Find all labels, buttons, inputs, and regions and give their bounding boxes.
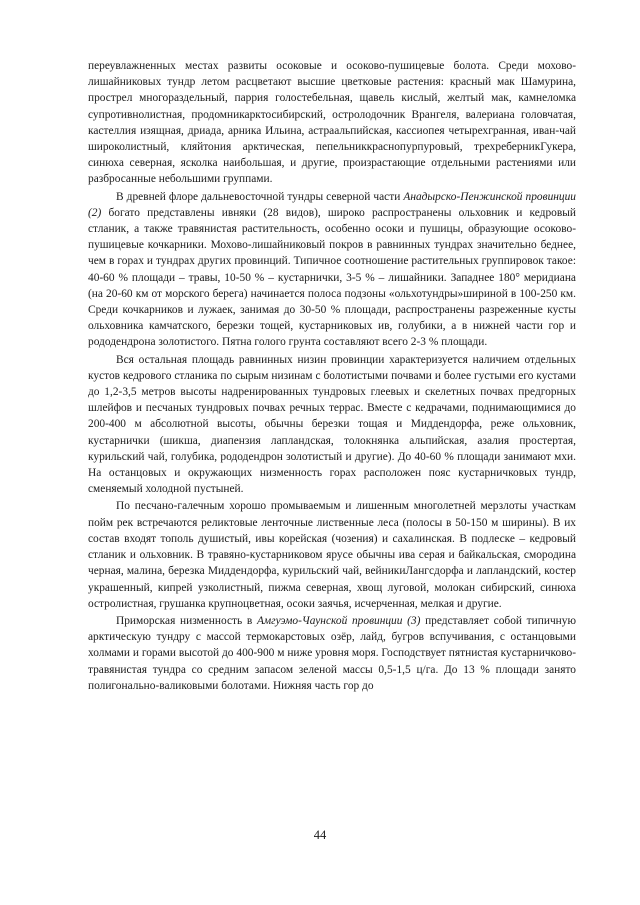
page-number: 44 (313, 828, 327, 842)
paragraph-3 (88, 352, 576, 498)
paragraph-text: богато представлены ивняки (28 видов), широко распространены ольховник и кедровый стланик, а также травянистая растительность, особенно осоки и пушицы, образующие осоково-пушицевые кочкарники. Мохово-лишайниковый покров в равнинных тундрах значительно беднее, чем в горах и тундрах других провинций. Типичное соотношение растительных группировок такое: 40-60 % площади – травы, 10-50 % – кустарнички, 3-5 % – лишайники. Западнее 180° меридиана (на 20-60 км от морского берега) начинается полоса подзоны «ольхотундры»шириной в 100-250 км. Среди кочкарников и лужаек, занимая до 30-50 % площади, распространены разреженные кусты ольховника камчатского, березки тощей, кустарниковых ив, голубики, а в нижней части гор и рододендрона золотистого. Пятна голого грунта составляют всего 2-3 % площади. (88, 206, 576, 349)
paragraph-text: переувлажненных местах развиты осоковые и осоково-пушицевые болота. Среди мохово-лишайниковых тундр летом расцветают высшие цветковые растения: красный мак Шамурина, прострел многораздельный, паррия голостебельная, щавель кислый, желтый мак, камнеломка супротивнолистная, продомникарктосибирский, остролодочник Врангеля, валериана головчатая, кастеллия изящная, дриада, арника Ильина, астраальпийская, кассиопея четырехгранная, иван-чай широколистный, кляйтония арктическая, пепельниккраснопурпуровый, трехреберникГукера, синюха северная, ясколка наибольшая, и другие, произрастающие отдельными растениями или разбросанные небольшими группами. (88, 60, 576, 186)
paragraph-4 (88, 498, 576, 611)
paragraph-text: В древней флоре дальневосточной тундры северной части (116, 190, 404, 203)
province-name-italic: Амгуэмо-Чаунской провинции (3) (256, 614, 421, 627)
province-name-italic: Анадырско-Пенжинской провинции (2) (88, 190, 576, 219)
paragraph-text: Приморская низменность в (116, 614, 257, 627)
paragraph-text: Вся остальная площадь равнинных низин провинции характеризуется наличием отдельных кустов кедрового стланика по сырым низинам с болотистыми почвами и более густыми его кустами до 1,2-3,5 метров высоты надренированных тундровых глеевых и скелетных почвах предгорных шлейфов и песчаных тундровых почвах речных террас. Вместе с кедрачами, поднимающимися до 200-400 м абсолютной высоты, обычны березки тощая и Миддендорфа, реже ольховник, кустарнички (шикша, диапензия лапландская, толокнянка альпийская, азалия простертая, курильский чай, голубика, рододендрон золотистый и другие). До 40-60 % площади занимают мхи. На останцовых и окружающих низменность горах расположен пояс кустарничковых тундр, сменяемый холодной пустыней. (88, 353, 576, 496)
document-body (88, 58, 576, 694)
paragraph-text: По песчано-галечным хорошо промываемым и лишенным многолетней мерзлоты участкам пойм рек встречаются реликтовые ленточные лиственные леса (полосы в 50-150 м ширины). В их состав входят тополь душистый, ивы корейская (чозения) и сахалинская. В подлеске – кедровый стланик и ольховник. В травяно-кустарниковом ярусе обычны ива серая и байкальская, смородина черная, малина, березка Миддендорфа, курильский чай, вейникиЛангсдорфа и лапландский, костер украшенный, кипрей узколистный, пижма северная, хвощ луговой, молокан сибирский, синюха остролистная, грушанка крупноцветная, осоки заячья, исчерченная, мелкая и другие. (88, 500, 576, 610)
paragraph-2 (88, 189, 576, 351)
paragraph-1 (88, 58, 576, 188)
paragraph-text: представляет собой типичную арктическую тундру с массой термокарстовых озёр, лайд, бугров вспучивания, с останцовыми холмами и горами высотой до 400-900 м ниже уровня моря. Господствует пятнистая кустарничково-травянистая тундра со средним запасом зеленой массы 0,5-1,5 ц/га. До 13 % площади занято полигонально-валиковыми болотами. Нижняя часть гор до (88, 614, 576, 692)
paragraph-5 (88, 613, 576, 694)
